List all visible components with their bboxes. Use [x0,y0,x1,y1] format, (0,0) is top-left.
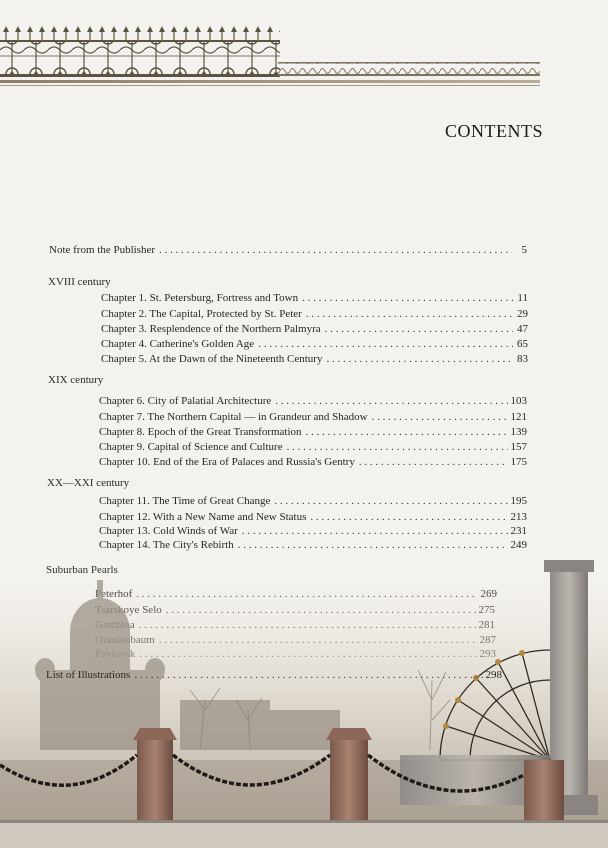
toc-entry-page: 11 [517,292,528,304]
toc-entry-chapter-1[interactable] [101,291,528,305]
toc-entry-page: 121 [510,411,527,423]
leader-dots [134,668,482,682]
toc-entry-label: Note from the Publisher [49,244,156,256]
toc-entry-page: 195 [510,495,527,507]
toc-entry-page: 298 [485,669,502,681]
toc-entry-chapter-8[interactable] [99,425,527,439]
city-embankment-illustration [0,560,608,848]
toc-entry-label: Chapter 3. Resplendence of the Northern Palmyra [101,323,321,335]
toc-entry-chapter-4[interactable] [101,337,528,351]
leader-dots [306,307,513,321]
leader-dots [310,510,507,524]
toc-entry-chapter-11[interactable] [99,494,527,508]
toc-entry-chapter-3[interactable] [101,322,528,336]
leader-dots [275,394,507,408]
leader-dots [274,494,507,508]
section-heading-xix: XIX century [48,374,104,386]
toc-entry-label: Chapter 5. At the Dawn of the Nineteenth Century [101,353,323,365]
toc-entry-page: 65 [517,338,528,350]
toc-entry-label: Chapter 1. St. Petersburg, Fortress and Town [101,292,299,304]
leader-dots [302,291,513,305]
toc-entry-page: 47 [517,323,528,335]
toc-entry-page: 231 [510,525,527,537]
toc-entry-label: Chapter 4. Catherine's Golden Age [101,338,255,350]
leader-dots [238,538,508,552]
toc-entry-page: 83 [517,353,528,365]
leader-dots [159,243,512,257]
toc-entry-chapter-12[interactable] [99,510,527,524]
section-heading-xviii: XVIII century [48,276,111,288]
toc-entry-label: Chapter 2. The Capital, Protected by St. Peter [101,308,302,320]
toc-entry-chapter-2[interactable] [101,307,528,321]
ornamental-fence-header [0,26,608,94]
toc-entry-chapter-7[interactable] [99,410,527,424]
toc-entry-page: 103 [510,395,527,407]
toc-entry-chapter-10[interactable] [99,455,527,469]
toc-entry-label: Chapter 7. The Northern Capital — in Grandeur and Shadow [99,411,368,423]
toc-entry-page: 5 [521,244,527,256]
toc-entry-label: Chapter 8. Epoch of the Great Transformation [99,426,302,438]
leader-dots [372,410,508,424]
toc-entry-page: 157 [510,441,527,453]
leader-dots [287,440,508,454]
leader-dots [258,337,513,351]
page-title: CONTENTS [445,121,543,141]
toc-entry-page: 249 [510,539,527,551]
section-heading-xx-xxi: XX—XXI century [47,477,130,489]
leader-dots [325,322,513,336]
leader-dots [359,455,508,469]
toc-entry-label: Chapter 9. Capital of Science and Culture [99,441,283,453]
toc-entry-label: Chapter 6. City of Palatial Architecture [99,395,272,407]
leader-dots [326,352,513,366]
toc-entry-label: Chapter 12. With a New Name and New Status [99,511,307,523]
leader-dots [306,425,508,439]
toc-entry-chapter-14[interactable] [99,538,527,552]
toc-entry-chapter-6[interactable] [99,394,527,408]
toc-entry-list-of-illustrations[interactable] [46,668,502,682]
toc-entry-chapter-5[interactable] [101,352,528,366]
toc-entry-label: List of Illustrations [46,669,131,681]
toc-entry-label: Chapter 11. The Time of Great Change [99,495,271,507]
toc-entry-page: 213 [510,511,527,523]
toc-entry-label: Chapter 10. End of the Era of Palaces and Russia's Gentry [99,456,355,468]
toc-entry-publisher-note[interactable] [49,243,527,257]
toc-entry-page: 139 [510,426,527,438]
toc-entry-page: 175 [510,456,527,468]
leader-dots [242,524,508,538]
toc-entry-chapter-13[interactable] [99,524,527,538]
toc-entry-chapter-9[interactable] [99,440,527,454]
toc-entry-label: Chapter 14. The City's Rebirth [99,539,234,551]
toc-entry-page: 29 [517,308,528,320]
toc-entry-label: Chapter 13. Cold Winds of War [99,525,238,537]
